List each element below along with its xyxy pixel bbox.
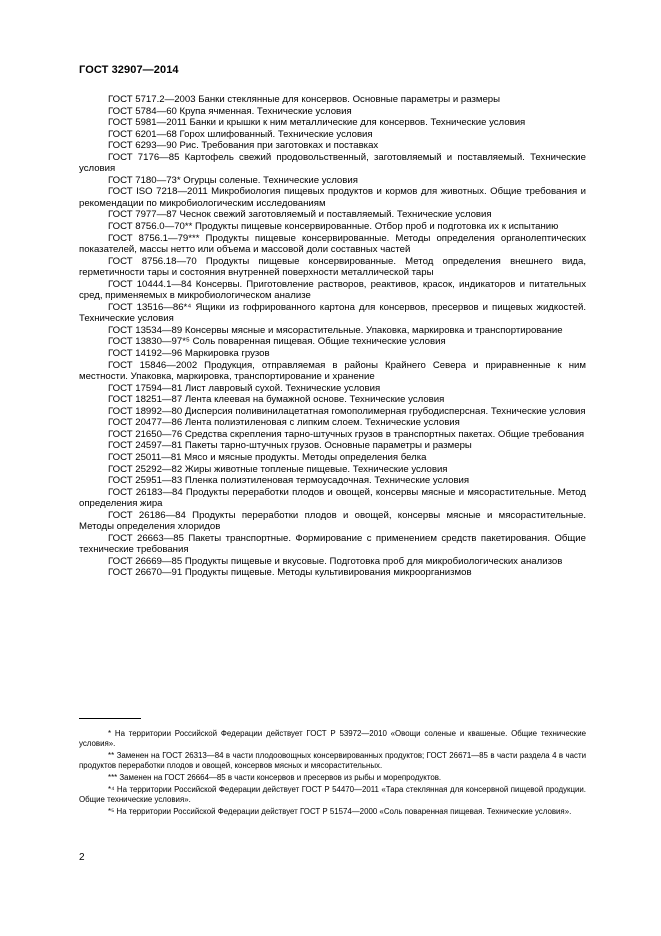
reference-item: ГОСТ 18251—87 Лента клеевая на бумажной основе. Технические условия [108,394,445,406]
footnote-divider [79,718,141,719]
reference-item: ГОСТ 18992—80 Дисперсия поливинилацетатная гомополимерная грубодисперсная. Технические условия [108,405,586,417]
reference-item: ГОСТ 26183—84 Продукты переработки плодов и овощей, консервы мясные и мясорастительные. Метод определения жира [79,486,586,510]
document-header: ГОСТ 32907—2014 [79,64,179,76]
reference-item: ГОСТ 14192—96 Маркировка грузов [108,348,270,360]
reference-item: ГОСТ 21650—76 Средства скрепления тарно-штучных грузов в транспортных пакетах. Общие требования [108,428,585,440]
reference-item: ГОСТ 25951—83 Пленка полиэтиленовая термоусадочная. Технические условия [108,475,470,487]
reference-item: ГОСТ 13534—89 Консервы мясные и мясорастительные. Упаковка, маркировка и транспортирование [108,324,563,336]
reference-item: ГОСТ 24597—81 Пакеты тарно-штучных грузов. Основные параметры и размеры [108,440,472,452]
footnote: *⁵ На территории Российской Федерации действует ГОСТ Р 51574—2000 «Соль поваренная пищевая. Технические условия». [108,807,572,816]
reference-item: ГОСТ 26186—84 Продукты переработки плодов и овощей, консервы мясные и мясорастительные. Методы определения хлоридов [79,509,586,533]
reference-item: ГОСТ 13516—86*⁴ Ящики из гофрированного картона для консервов, пресервов и пищевых жидкостей. Технические условия [79,301,586,325]
reference-item: ГОСТ 20477—86 Лента полиэтиленовая с липким слоем. Технические условия [108,417,460,429]
reference-item: ГОСТ 17594—81 Лист лавровый сухой. Технические условия [108,382,381,394]
reference-item: ГОСТ 5981—2011 Банки и крышки к ним металлические для консервов. Технические условия [108,117,526,129]
reference-item: ГОСТ 10444.1—84 Консервы. Приготовление растворов, реактивов, красок, индикаторов и питательных сред, применяемых в микробиологическом анализе [79,278,586,302]
footnote: *⁴ На территории Российской Федерации действует ГОСТ Р 54470—2011 «Тара стеклянная для консервной пищевой продукции. Общие технические условия». [79,785,586,804]
reference-item: ГОСТ 7180—73* Огурцы соленые. Технические условия [108,174,358,186]
reference-item: ГОСТ 6293—90 Рис. Требования при заготовках и поставках [108,140,379,152]
page-number: 2 [79,852,85,863]
reference-item: ГОСТ 26670—91 Продукты пищевые. Методы культивирования микроорганизмов [108,567,472,579]
reference-item: ГОСТ 7176—85 Картофель свежий продовольственный, заготовляемый и поставляемый. Технические условия [79,151,586,175]
reference-item: ГОСТ ISO 7218—2011 Микробиология пищевых продуктов и кормов для животных. Общие требования и рекомендации по микробиологическим исследованиям [79,186,586,209]
footnote: ** Заменен на ГОСТ 26313—84 в части плодоовощных консервированных продуктов; ГОСТ 26671—85 в части раздела 4 в части продуктов переработки плодов и овощей, консервов мясных и мясорастительных. [79,751,586,770]
reference-list [79,94,586,579]
reference-item: ГОСТ 8756.0—70** Продукты пищевые консервированные. Отбор проб и подготовка их к испытанию [108,221,559,233]
reference-item: ГОСТ 15846—2002 Продукция, отправляемая в районы Крайнего Севера и приравненные к ним местности. Упаковка, маркировка, транспортирование и хранение [79,359,586,383]
reference-item: ГОСТ 26669—85 Продукты пищевые и вкусовые. Подготовка проб для микробиологических анализов [108,555,563,567]
footnote: * На территории Российской Федерации действует ГОСТ Р 53972—2010 «Овощи соленые и квашеные. Общие технические условия». [79,729,586,748]
reference-item: ГОСТ 26663—85 Пакеты транспортные. Формирование с применением средств пакетирования. Общие технические требования [79,532,586,556]
reference-item: ГОСТ 25292—82 Жиры животные топленые пищевые. Технические условия [108,463,448,475]
reference-item: ГОСТ 8756.18—70 Продукты пищевые консервированные. Метод определения внешнего вида, герметичности тары и состояния внутренней поверхности металлической тары [79,255,586,279]
footnotes [79,729,586,819]
reference-item: ГОСТ 13830—97*⁵ Соль поваренная пищевая. Общие технические условия [108,336,446,348]
footnote: *** Заменен на ГОСТ 26664—85 в части консервов и пресервов из рыбы и морепродуктов. [108,773,442,782]
reference-item: ГОСТ 7977—87 Чеснок свежий заготовляемый и поставляемый. Технические условия [108,209,492,221]
reference-item: ГОСТ 6201—68 Горох шлифованный. Технические условия [108,128,373,140]
reference-item: ГОСТ 8756.1—79*** Продукты пищевые консервированные. Методы определения органолептических показателей, массы нетто или объема и массовой доли составных частей [79,232,586,256]
reference-item: ГОСТ 5717.2—2003 Банки стеклянные для консервов. Основные параметры и размеры [108,94,501,105]
reference-item: ГОСТ 5784—60 Крупа ячменная. Технические условия [108,105,352,117]
reference-item: ГОСТ 25011—81 Мясо и мясные продукты. Методы определения белка [108,451,427,463]
